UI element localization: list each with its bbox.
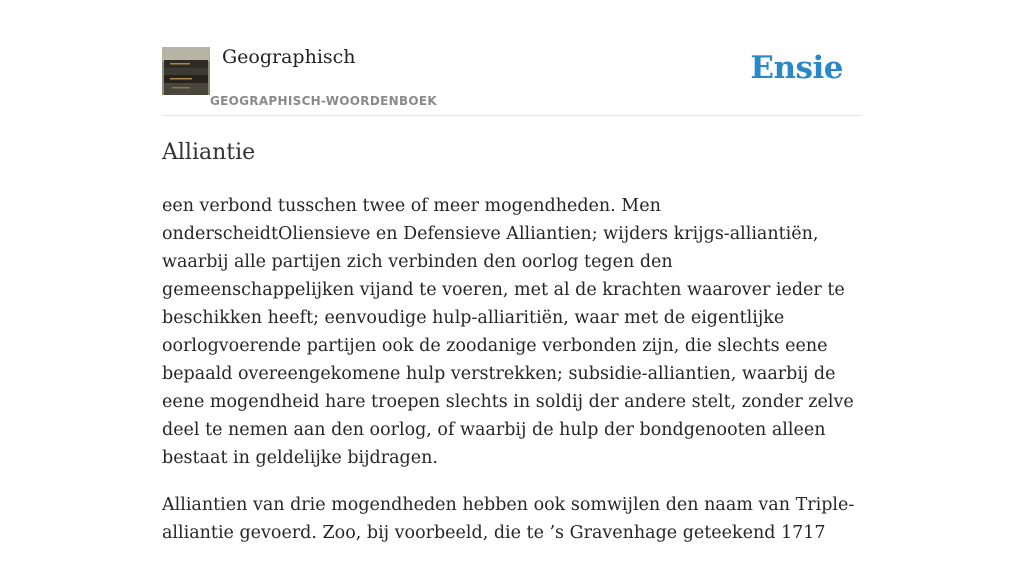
entry-body [162, 192, 862, 566]
entry-paragraph: een verbond tusschen twee of meer mogendheden. Men onderscheidtOliensieve en Defensieve Alliantien; wijders krijgs-alliantiën, waarbij alle partijen zich verbinden den oorlog tegen den gemeenschappelijken vijand te voeren, met al de krachten waarover ieder te beschikken heeft; eenvoudige hulp-alliaritiën, waar met de eigentlijke oorlogvoerende partijen ook de zoodanige verbonden zijn, die slechts eene bepaald overeengekomene hulp verstrekken; subsidie-alliantien, waarbij de eene mogendheid hare troepen slechts in soldij der andere stelt, zonder zelve deel te nemen aan den oorlog, of waarbij de hulp der bondgenooten alleen bestaat in geldelijke bijdragen. [162, 196, 854, 468]
ensie-logo[interactable]: Ensie [750, 50, 843, 86]
source-avatar[interactable] [162, 47, 210, 95]
source-slug[interactable]: GEOGRAPHISCH-WOORDENBOEK [210, 94, 437, 108]
books-photo-icon [162, 47, 210, 95]
source-header [162, 0, 862, 116]
content-container [162, 0, 862, 543]
entry-paragraph: Alliantien van drie mogendheden hebben ook somwijlen den naam van Triple-alliantie gevoerd. Zoo, bij voorbeeld, die te ’s Gravenhage geteekend 1717 [162, 495, 855, 543]
source-title[interactable]: Geographisch [222, 46, 356, 68]
entry-title: Alliantie [162, 140, 256, 165]
